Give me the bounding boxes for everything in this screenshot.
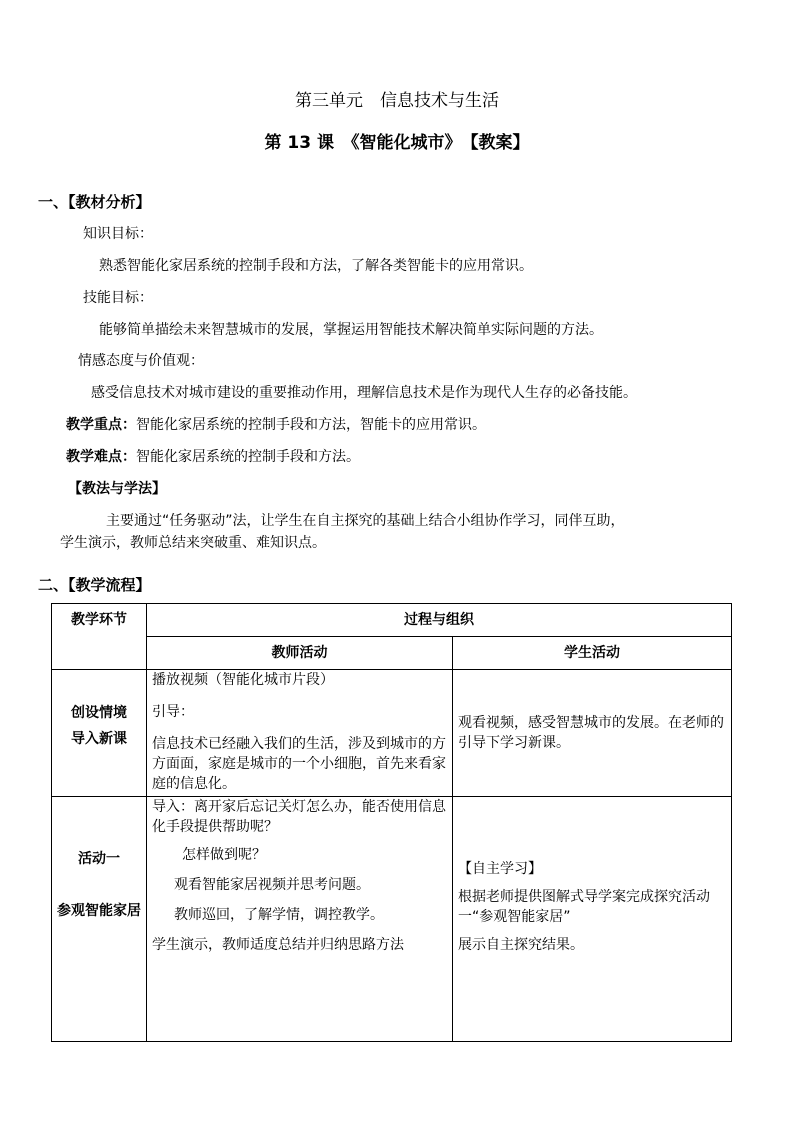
difficulty-label: 教学难点： <box>66 449 136 465</box>
teacher-2-p1: 导入：离开家后忘记关灯怎么办，能否使用信息化手段提供帮助呢？ <box>152 799 446 835</box>
teacher-1-p1: 播放视频（智能化城市片段） <box>152 672 334 688</box>
teaching-focus <box>66 416 486 434</box>
header-stage: 教学环节 <box>52 604 147 670</box>
stage-2-line-2: 参观智能家居 <box>57 903 141 919</box>
stage-2-line-1: 活动一 <box>78 851 120 867</box>
method-heading: 【教法与学法】 <box>68 481 166 497</box>
focus-text: 智能化家居系统的控制手段和方法，智能卡的应用常识。 <box>136 417 486 433</box>
teacher-2-p5: 学生演示，教师适度总结并归纳思路方法 <box>152 937 404 953</box>
teacher-2-p3: 观看智能家居视频并思考问题。 <box>174 877 370 893</box>
knowledge-label: 知识目标： <box>83 226 153 242</box>
teacher-2-p2: 怎样做到呢？ <box>182 847 266 863</box>
stage-cell-2 <box>52 797 147 1042</box>
header-student: 学生活动 <box>453 637 732 670</box>
student-2-p2: 根据老师提供图解式导学案完成探究活动一“参观智能家居” <box>458 889 710 925</box>
emotion-label: 情感态度与价值观： <box>78 353 204 369</box>
section-heading-flow: 二、【教学流程】 <box>38 576 151 594</box>
skill-label: 技能目标： <box>83 290 153 306</box>
emotion-text: 感受信息技术对城市建设的重要推动作用，理解信息技术是作为现代人生存的必备技能。 <box>91 385 637 401</box>
teacher-1-p2: 引导： <box>152 704 194 720</box>
student-2-p1: 【自主学习】 <box>458 861 542 877</box>
focus-label: 教学重点： <box>66 417 136 433</box>
table-row <box>52 797 732 1042</box>
stage-1-line-2: 导入新课 <box>71 731 127 747</box>
table-row <box>52 670 732 797</box>
teaching-flow-table <box>51 603 732 1042</box>
teacher-cell-2 <box>147 797 453 1042</box>
skill-text: 能够简单描绘未来智慧城市的发展，掌握运用智能技术解决简单实际问题的方法。 <box>99 322 603 338</box>
header-process: 过程与组织 <box>147 604 732 637</box>
section-heading-analysis: 一、【教材分析】 <box>38 193 151 211</box>
knowledge-text: 熟悉智能化家居系统的控制手段和方法，了解各类智能卡的应用常识。 <box>99 258 533 274</box>
method-line-2: 学生演示，教师总结来突破重、难知识点。 <box>60 535 326 551</box>
header-teacher: 教师活动 <box>147 637 453 670</box>
lesson-title: 第 13 课 《智能化城市》 【教案】 <box>264 133 530 153</box>
teacher-2-p4: 教师巡回，了解学情，调控教学。 <box>174 907 384 923</box>
teacher-cell-1 <box>147 670 453 797</box>
unit-title: 第三单元 信息技术与生活 <box>295 91 499 111</box>
stage-cell-1 <box>52 670 147 797</box>
method-line-1: 主要通过“任务驱动”法，让学生在自主探究的基础上结合小组协作学习，同伴互助， <box>106 513 625 529</box>
stage-1-line-1: 创设情境 <box>71 705 127 721</box>
student-1-p1: 观看视频，感受智慧城市的发展。在老师的引导下学习新课。 <box>458 715 724 751</box>
difficulty-text: 智能化家居系统的控制手段和方法。 <box>136 449 360 465</box>
student-2-p3: 展示自主探究结果。 <box>458 937 584 953</box>
teaching-difficulty <box>66 448 360 466</box>
student-cell-2 <box>453 797 732 1042</box>
teacher-1-p3: 信息技术已经融入我们的生活，涉及到城市的方方面面，家庭是城市的一个小细胞，首先来看家庭的信息化。 <box>152 736 446 792</box>
student-cell-1 <box>453 670 732 797</box>
